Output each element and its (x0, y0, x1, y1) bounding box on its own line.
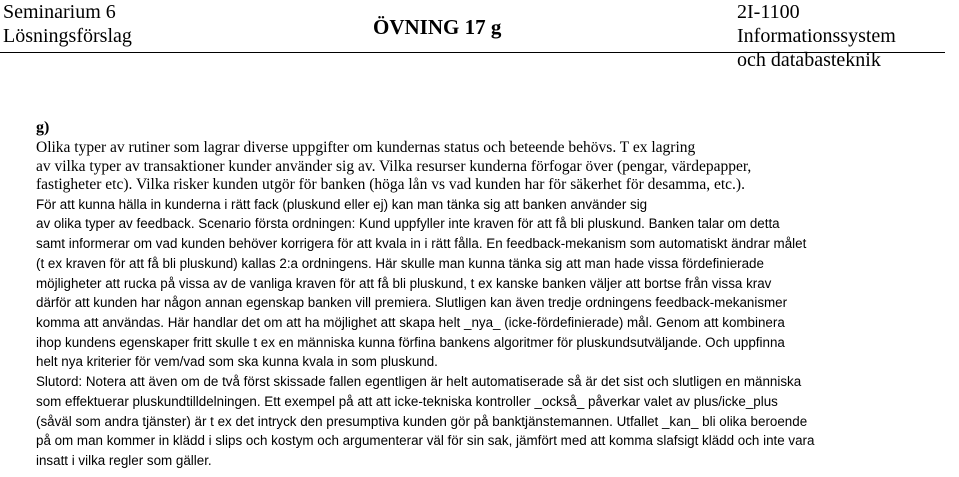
page-header (0, 0, 959, 71)
text-line: möjligheter att rucka på vissa av de vanliga kraven för att få bli pluskund, t ex kanske banken väljer att bortse från vissa krav (36, 275, 772, 291)
document-body (36, 119, 956, 471)
text-line: av olika typer av feedback. Scenario första ordningen: Kund uppfyller inte kraven för att få bli pluskund. Banken talar om detta (36, 216, 780, 232)
text-line: ihop kundens egenskaper fritt skulle t ex en människa kunna förfina bankens algoritmer för pluskundsutväljande. Och uppfinna (36, 334, 785, 350)
section-heading: g) (36, 119, 50, 136)
seminar-subtitle: Lösningsförslag (3, 25, 132, 47)
text-line: Olika typer av rutiner som lagrar diverse uppgifter om kundernas status och beteende behövs. T ex lagring (36, 139, 696, 156)
text-line: Slutord: Notera att även om de två först skissade fallen egentligen är helt automatiserade så är det sist och slutligen en människa (36, 374, 802, 390)
text-line: För att kunna hälla in kunderna i rätt fack (pluskund eller ej) kan man tänka sig att banken använder sig (36, 196, 648, 212)
text-line: som effektuerar pluskundtilldelningen. Ett exempel på att att icke-tekniska kontroller _också_ påverkar valet av plus/icke_plus (36, 393, 778, 409)
text-line: samt informerar om vad kunden behöver korrigera för att kvala in i rätt fålla. En feedback-mekanism som automatiskt ändrar målet (36, 236, 807, 252)
seminar-title: Seminarium 6 (3, 1, 116, 23)
header-left-block (3, 0, 132, 48)
text-line: insatt i vilka regler som gäller. (36, 452, 212, 468)
course-name-line: och databasteknik (737, 49, 881, 71)
text-line: därför att kunden har någon annan egenskap banken vill premiera. Slutligen kan även tredje ordningens feedback-mekanismer (36, 295, 788, 311)
header-divider (0, 52, 945, 53)
exercise-title: ÖVNING 17 g (373, 15, 502, 39)
text-line: (såväl som andra tjänster) är t ex det intryck den presumptiva kunden gör på banktjänstemannen. Utfallet _kan_ bli olika beroende (36, 413, 808, 429)
text-line: (t ex kraven för att få bli pluskund) kallas 2:a ordningens. Här skulle man kunna tänka sig att man hade vissa fördefinierade (36, 255, 764, 271)
header-right-block (737, 0, 959, 72)
intro-paragraph (36, 139, 956, 195)
text-line: fastigheter etc). Vilka risker kunden utgör för banken (höga lån vs vad kunden har för säkerhet för desamma, etc.). (36, 176, 745, 194)
text-line: på om man kommer in klädd i slips och kostym och argumenterar väl för sin sak, jämfört med att komma slafsigt klädd och inte vara (36, 433, 815, 449)
text-line: komma att användas. Här handlar det om att ha möjlighet att skapa helt _nya_ (icke-fördefinierade) mål. Genom att kombinera (36, 315, 785, 330)
text-line: av vilka typer av transaktioner kunder använder sig av. Vilka resurser kunderna förfogar över (pengar, värdepapper, (36, 157, 752, 175)
course-code-line: 2I-1100 Informationssystem (737, 1, 896, 47)
feedback-paragraph (36, 195, 956, 471)
text-line: helt nya kriterier för vem/vad som ska kunna kvala in som pluskund. (36, 354, 438, 370)
